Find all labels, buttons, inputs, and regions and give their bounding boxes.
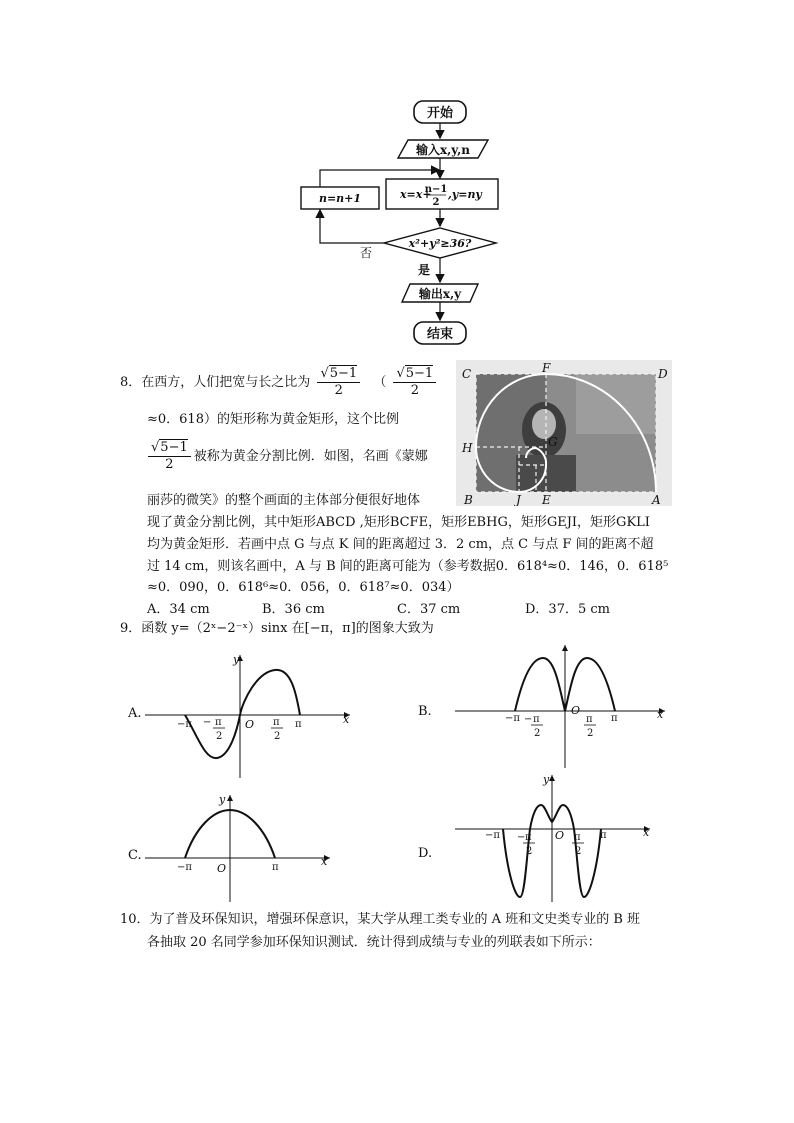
flow-increment-label: n=n+1 [318,192,362,205]
q8-line2: ≈0．618）的矩形称为黄金矩形，这个比例 [147,412,399,427]
q10-line2: 各抽取 20 名同学参加环保知识测试．统计得到成绩与专业的列联表如下所示： [147,935,601,950]
svg-text:−π: −π [177,862,192,873]
q9-option-b-label: B. [418,704,432,719]
svg-text:π: π [611,713,618,724]
q8-option-a: A．34 cm [147,602,210,617]
label-g: G [548,435,558,449]
svg-text:y: y [233,653,240,666]
q8-line4: 丽莎的微笑》的整个画面的主体部分便很好地体 [147,493,421,508]
svg-text:O: O [571,704,581,717]
flow-end-label: 结束 [426,327,454,342]
q9-graph-d [455,772,665,907]
flow-input-label: 输入x,y,n [415,143,471,157]
q8-option-b: B．36 cm [262,602,325,617]
svg-text:π: π [586,714,593,725]
q8-line1 [120,366,439,399]
q8-line1-text: 在西方，人们把宽与长之比为 [141,375,311,390]
svg-text:O: O [555,829,565,842]
flow-no-label: 否 [360,246,373,260]
flow-process-pre: x=x+ [400,188,432,201]
flow-start-label: 开始 [426,106,454,121]
flow-yes-label: 是 [418,263,431,277]
svg-text:−π: −π [505,713,520,724]
svg-text:π: π [533,714,540,725]
label-a: A [652,493,661,506]
q8-fraction-3: $\frac{√5-1}{2}$ [148,440,191,473]
svg-text:x: x [657,708,664,721]
svg-text:π: π [525,832,532,843]
q10-number: 10． [120,912,150,927]
svg-text:2: 2 [534,728,541,739]
flow-process-num: n−1 [424,184,448,195]
svg-text:−: − [517,832,526,843]
svg-text:x: x [321,855,328,868]
label-e: E [542,493,551,506]
label-j: J [516,493,521,506]
q9-option-a-label: A. [128,706,142,721]
label-h: H [462,441,473,455]
q9-text: 函数 y=（2ˣ−2⁻ˣ）sinx 在[−π，π]的图象大致为 [141,621,434,636]
svg-text:O: O [245,718,255,731]
svg-text:−π: −π [177,719,192,730]
q8-line3: $\frac{√5-1}{2}$ 被称为黄金分割比例．如图，名画《蒙娜 [145,440,428,473]
svg-text:π: π [272,862,279,873]
q9-graph-c [145,790,345,905]
svg-text:π: π [600,830,607,841]
q9-number: 9． [120,621,142,636]
svg-text:π: π [574,832,581,843]
svg-text:2: 2 [216,731,223,742]
q8-option-c: C．37 cm [397,602,461,617]
svg-text:π: π [215,717,222,728]
svg-text:π: π [273,717,280,728]
svg-text:−π: −π [485,830,500,841]
label-f: F [542,361,551,375]
flowchart [290,95,510,355]
svg-text:−: − [524,714,533,725]
flow-output-label: 输出x,y [418,287,462,301]
svg-text:2: 2 [575,846,582,857]
q8-number: 8． [120,375,142,390]
q8-line6: 均为黄金矩形．若画中点 G 与点 K 间的距离超过 3．2 cm，点 C 与点 F 间的距离不超 [147,537,654,552]
flow-process-den: 2 [432,197,440,208]
q8-fraction-2: $\frac{√5-1}{2}$ [393,366,436,399]
flow-process-post: ,y=ny [448,188,482,201]
q9-line [120,619,434,639]
q8-fraction-1: $\frac{√5-1}{2}$ [317,366,360,399]
q8-line8: ≈0．090，0．618⁶≈0．056，0．618⁷≈0．034） [147,580,460,595]
q8-line5: 现了黄金分割比例，其中矩形ABCD ,矩形BCFE，矩形EBHG，矩形GEJI，矩形GKLI [147,515,650,530]
svg-text:π: π [295,719,302,730]
svg-text:x: x [643,826,650,839]
q8-option-d: D．37．5 cm [525,602,610,617]
q9-graph-a [145,650,365,780]
svg-text:O: O [217,862,227,875]
q9-option-c-label: C. [128,848,142,863]
svg-text:2: 2 [587,728,594,739]
svg-text:2: 2 [274,731,281,742]
svg-text:y: y [219,793,226,806]
q8-line7: 过 14 cm，则该名画中，A 与 B 间的距离可能为（参考数据0．618⁴≈0．146，0．618⁵ [147,559,669,574]
flow-decision-label: x²+y²≥36? [408,237,472,250]
svg-text:−: − [203,717,212,728]
golden-rectangle-figure [456,360,672,506]
label-c: C [462,367,472,381]
q9-option-d-label: D. [418,846,433,861]
svg-text:x: x [343,713,350,726]
q10-line1: 10．为了普及环保知识，增强环保意识，某大学从理工类专业的 A 班和文史类专业的 B 班 [120,912,641,927]
label-d: D [658,367,668,381]
q8-paren-open: （ [373,375,387,390]
label-b: B [464,493,473,506]
q9-graph-b [455,640,675,770]
svg-text:y: y [543,773,550,786]
svg-text:2: 2 [526,846,533,857]
